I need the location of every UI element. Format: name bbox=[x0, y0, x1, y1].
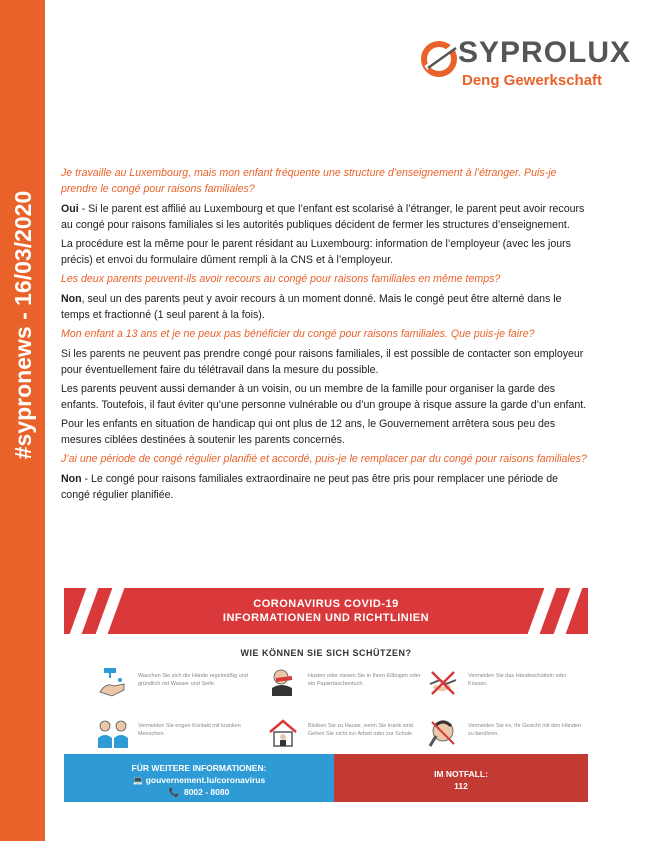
tip-text: Husten oder niesen Sie in Ihren Ellbogen oder ein Papiertaschentuch. bbox=[308, 673, 421, 687]
syprolux-logo bbox=[420, 36, 632, 96]
banner-title-line1: CORONAVIRUS COVID-19 bbox=[253, 598, 399, 610]
faq-answer: Si les parents ne peuvent pas prendre congé pour raisons familiales, il est possible de contacter son employeur pour éventuellement faire du télétravail dans la mesure du possible. bbox=[61, 348, 584, 376]
computer-icon: 💻 bbox=[132, 775, 146, 785]
banner-title-line2: INFORMATIONEN UND RICHTLINIEN bbox=[222, 612, 430, 624]
no-handshake-icon bbox=[426, 666, 460, 700]
hotline-number: 8002 - 8080 bbox=[183, 787, 230, 797]
faq-question: Mon enfant a 13 ans et je ne peux pas bénéficier du congé pour raisons familiales. Que puis-je faire? bbox=[61, 328, 535, 340]
covid-info-banner bbox=[64, 588, 588, 766]
tip-text: Vermeiden Sie es, Ihr Gesicht mit den Händen zu berühren. bbox=[468, 723, 582, 737]
tip-text: Bleiben Sie zu Hause, wenn Sie krank sind. Gehen Sie nicht zur Arbeit oder zur Schule. bbox=[308, 723, 415, 737]
hand-washing-icon bbox=[96, 666, 130, 700]
faq-question: J’ai une période de congé régulier planifié et accordé, puis-je le remplacer par du congé pour raisons familiales? bbox=[61, 453, 587, 465]
faq-content bbox=[61, 165, 587, 506]
banner-subtitle: WIE KÖNNEN SIE SICH SCHÜTZEN? bbox=[240, 648, 412, 658]
banner-header bbox=[64, 588, 588, 634]
sidebar-hashtag-text: #sypronews - 16/03/2020 bbox=[10, 190, 36, 460]
sneeze-elbow-icon bbox=[266, 666, 300, 700]
faq-question: Les deux parents peuvent-ils avoir recours au congé pour raisons familiales en même temps? bbox=[61, 273, 501, 285]
website-line bbox=[64, 774, 334, 786]
tip-text: Vermeiden Sie engen Kontakt mit kranken Menschen. bbox=[138, 723, 241, 737]
tip-item bbox=[88, 666, 258, 704]
emergency-number: 112 bbox=[454, 781, 468, 791]
logo-name: SYPROLUX bbox=[458, 36, 632, 69]
tip-item bbox=[258, 666, 428, 704]
tip-text: Waschen Sie sich die Hände regelmäßig und gründlich mit Wasser und Seife. bbox=[138, 673, 248, 687]
tip-item bbox=[88, 716, 258, 754]
faq-answer: Oui - Si le parent est affilié au Luxembourg et que l’enfant est scolarisé à l’étranger, le parent peut avoir recours au congé pour raisons familiales si les autorités publiques décident de fermer les structures d’enseignement. bbox=[61, 203, 585, 231]
sidebar-hashtag bbox=[4, 0, 40, 841]
info-footer bbox=[64, 754, 588, 802]
faq-answer: Pour les enfants en situation de handicap qui ont plus de 12 ans, le Gouvernement arrêtera sous peu des mesures ciblées destinées à soutenir les parents concernés. bbox=[61, 418, 556, 446]
faq-answer: Non, seul un des parents peut y avoir recours à un moment donné. Mais le congé peut être alterné dans le temps et fractionné (1 seul parent à la fois). bbox=[61, 293, 562, 321]
faq-answer: Non - Le congé pour raisons familiales extraordinaire ne peut pas être pris pour remplacer une période de congé régulier planifiée. bbox=[61, 473, 558, 501]
faq-question: Je travaille au Luxembourg, mais mon enfant fréquente une structure d’enseignement à l’étranger. Puis-je prendre le congé pour raisons familiales? bbox=[61, 167, 557, 195]
face-touch-icon bbox=[426, 716, 460, 750]
syprolux-logo-icon bbox=[420, 38, 460, 78]
tip-item bbox=[418, 716, 588, 754]
info-title: FÜR WEITERE INFORMATIONEN: bbox=[131, 763, 267, 773]
sidebar-strip bbox=[0, 0, 45, 841]
emergency-title: IM NOTFALL: bbox=[434, 769, 488, 779]
tip-item bbox=[258, 716, 428, 754]
logo-subtitle: Deng Gewerkschaft bbox=[462, 72, 603, 89]
faq-answer: La procédure est la même pour le parent résidant au Luxembourg: information de l’employeur (avec les jours précis) et envoi du formulaire dûment rempli à la CNS et à l’employeur. bbox=[61, 238, 571, 266]
stay-home-icon bbox=[266, 716, 300, 750]
phone-line bbox=[64, 786, 334, 798]
faq-answer: Les parents peuvent aussi demander à un voisin, ou un membre de la famille pour organiser la garde des enfants. Toutefois, il faut éviter qu’une personne vulnérable ou d’un groupe à risque assure la garde d’un enfant. bbox=[61, 383, 587, 411]
phone-icon: 📞 bbox=[168, 787, 184, 797]
website-link[interactable]: gouvernement.lu/coronavirus bbox=[145, 775, 266, 785]
further-info-panel bbox=[64, 754, 334, 802]
emergency-panel bbox=[334, 754, 588, 802]
tip-item bbox=[418, 666, 588, 704]
tip-text: Vermeiden Sie das Händeschütteln oder Küssen. bbox=[468, 673, 567, 687]
people-distance-icon bbox=[96, 716, 130, 750]
protection-tips bbox=[64, 666, 588, 766]
